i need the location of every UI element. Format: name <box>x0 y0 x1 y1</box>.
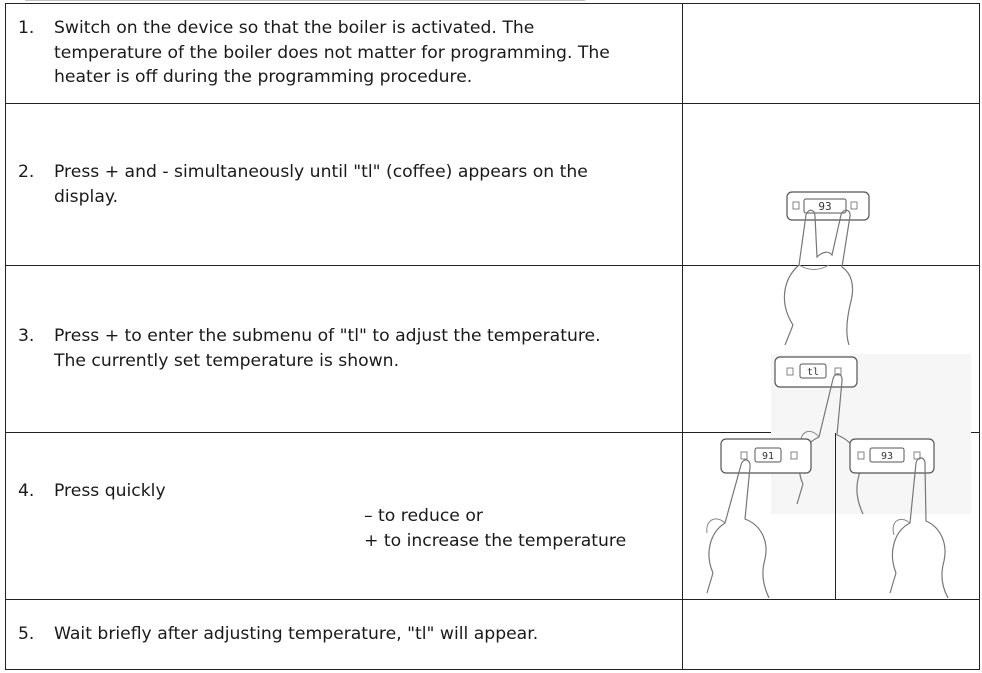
step-5-number: 5. <box>18 624 35 644</box>
step-2-number: 2. <box>18 162 35 182</box>
step-row-3 <box>6 266 980 433</box>
step-4-image-cell <box>683 433 980 600</box>
step-3-image-cell <box>683 266 980 433</box>
step-2-image-cell <box>683 104 980 266</box>
step-3-line-2: The currently set temperature is shown. <box>54 350 400 371</box>
step-4-line-1: Press quickly <box>54 481 166 501</box>
step-1-text-cell <box>6 4 683 104</box>
step-1-line-3: heater is off during the programming procedure. <box>54 67 473 87</box>
step-row-4 <box>6 433 980 600</box>
display-readout: tl <box>806 367 820 378</box>
step-3-line-1: Press + to enter the submenu of "tl" to adjust the temperature. <box>54 326 601 346</box>
step-row-2 <box>6 104 980 266</box>
step-1 <box>18 16 652 90</box>
step-3 <box>18 324 652 373</box>
step-row-5 <box>6 600 980 670</box>
step-2-text-cell <box>6 104 683 266</box>
step-3-number: 3. <box>18 326 35 346</box>
step-row-1 <box>6 4 980 104</box>
step-4-number: 4. <box>18 481 35 501</box>
steps-table <box>5 3 980 670</box>
step-1-line-2: temperature of the boiler does not matter for programming. The <box>54 42 610 63</box>
step-4 <box>18 479 652 504</box>
step-5-image-cell <box>683 600 980 670</box>
step-1-image-cell <box>683 4 980 104</box>
step-5 <box>18 622 652 647</box>
step-1-number: 1. <box>18 18 35 38</box>
step-2-line-1: Press + and - simultaneously until "tl" (coffee) appears on the <box>54 162 588 182</box>
step-3-text-cell <box>6 266 683 433</box>
display-readout: 93 <box>818 199 832 213</box>
step-4-option-reduce: – to reduce or <box>364 506 483 526</box>
step-5-text-cell <box>6 600 683 670</box>
step-5-line-1: Wait briefly after adjusting temperature, "tl" will appear. <box>54 624 539 644</box>
display-readout-left: 91 <box>761 451 775 462</box>
step-2 <box>18 160 652 209</box>
minus-press-illustration <box>683 433 833 598</box>
plus-press-illustration-right <box>836 433 978 598</box>
step-2-line-2: display. <box>54 186 119 207</box>
step-4-text-cell <box>6 433 683 600</box>
display-readout-right: 93 <box>880 451 894 462</box>
step-1-line-1: Switch on the device so that the boiler is activated. The <box>54 18 535 38</box>
step-4-option-increase: + to increase the temperature <box>364 531 627 551</box>
